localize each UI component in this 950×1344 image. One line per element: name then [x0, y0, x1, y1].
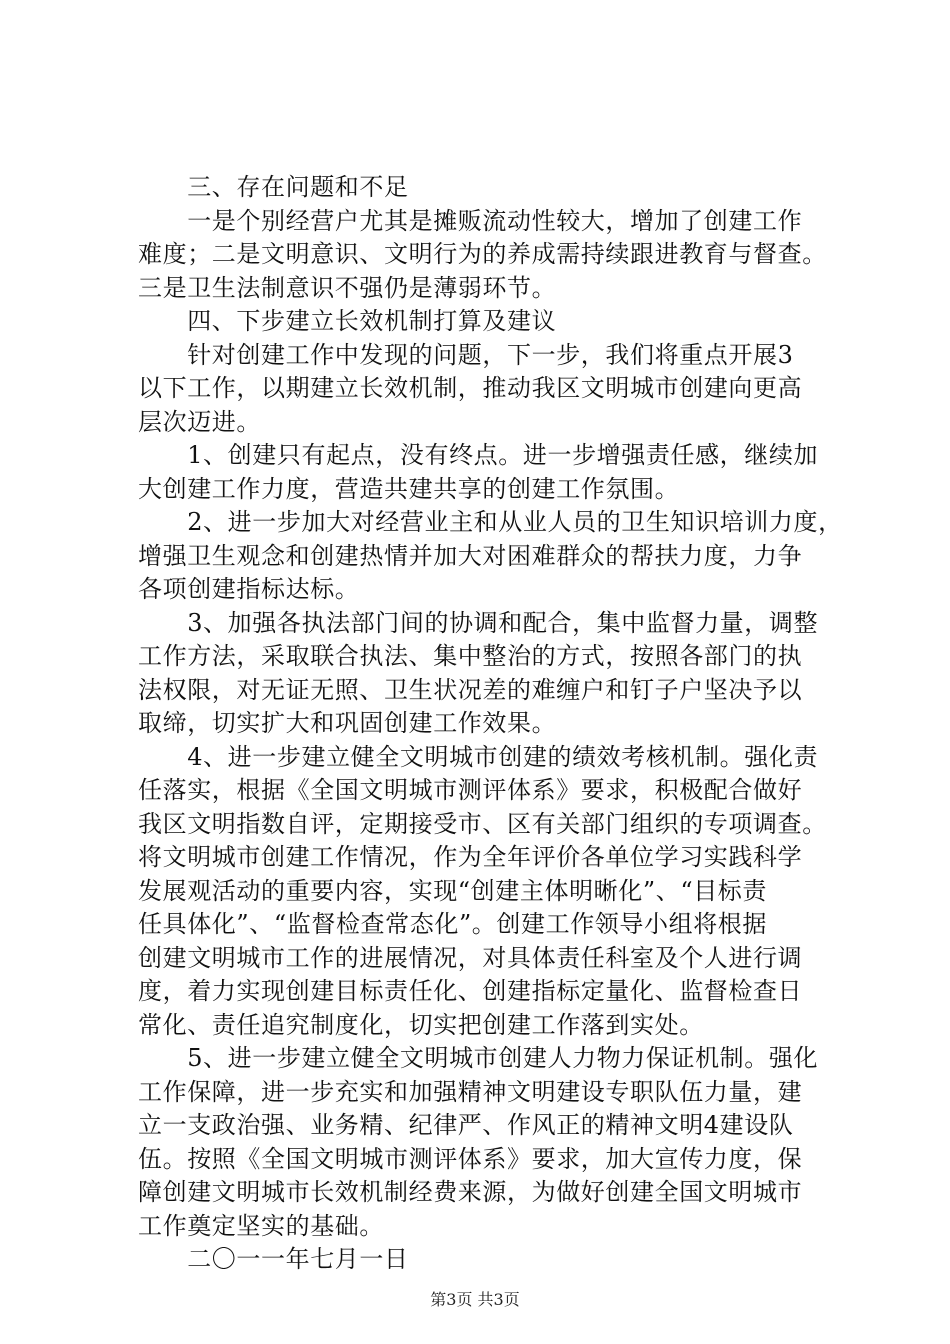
text-line: 一是个别经营户尤其是摊贩流动性较大，增加了创建工作 — [138, 206, 803, 235]
text-line: 层次迈进。 — [138, 407, 261, 436]
text-line: 工作方法，采取联合执法、集中整治的方式，按照各部门的执 — [138, 642, 803, 670]
text-line: 四、下步建立长效机制打算及建议 — [138, 307, 557, 335]
text-line: 三是卫生法制意识不强仍是薄弱环节。 — [138, 273, 557, 302]
text-line: 伍。按照《全国文明城市测评体系》要求，加大宣传力度，保 — [138, 1144, 803, 1173]
text-line: 任具体化”、“监督检查常态化”。创建工作领导小组将根据 — [138, 910, 768, 938]
text-line: 各项创建指标达标。 — [138, 575, 360, 603]
text-line: 任落实，根据《全国文明城市测评体系》要求，积极配合做好 — [138, 776, 803, 804]
text-line: 取缔，切实扩大和巩固创建工作效果。 — [138, 709, 557, 737]
text-line: 法权限，对无证无照、卫生状况差的难缠户和钉子户坚决予以 — [138, 675, 803, 704]
document-body — [138, 171, 852, 1277]
text-line: 发展观活动的重要内容，实现“创建主体明晰化”、“目标责 — [138, 876, 768, 905]
text-line: 常化、责任追究制度化，切实把创建工作落到实处。 — [138, 1010, 704, 1039]
text-line: 三、存在问题和不足 — [138, 173, 409, 201]
text-line: 2、进一步加大对经营业主和从业人员的卫生知识培训力度， — [138, 508, 843, 536]
text-line: 度，着力实现创建目标责任化、创建指标定量化、监督检查日 — [138, 977, 803, 1005]
text-line: 1、创建只有起点，没有终点。进一步增强责任感，继续加 — [138, 441, 819, 469]
text-line: 我区文明指数自评，定期接受市、区有关部门组织的专项调查。 — [138, 809, 827, 838]
text-line: 工作保障，进一步充实和加强精神文明建设专职队伍力量，建 — [138, 1077, 803, 1106]
text-line: 障创建文明城市长效机制经费来源，为做好创建全国文明城市 — [138, 1178, 803, 1206]
text-line: 工作奠定坚实的基础。 — [138, 1211, 384, 1240]
text-line: 针对创建工作中发现的问题，下一步，我们将重点开展3 — [138, 340, 794, 369]
page-number-footer: 第3页 共3页 — [430, 1290, 520, 1309]
text-line: 将文明城市创建工作情况，作为全年评价各单位学习实践科学 — [138, 843, 803, 871]
text-line: 增强卫生观念和创建热情并加大对困难群众的帮扶力度，力争 — [138, 541, 803, 570]
text-line: 5、进一步建立健全文明城市创建人力物力保证机制。强化 — [138, 1044, 819, 1072]
date-line: 二〇一一年七月一日 — [138, 1245, 409, 1273]
text-line: 创建文明城市工作的进展情况，对具体责任科室及个人进行调 — [138, 943, 803, 972]
text-line: 难度；二是文明意识、文明行为的养成需持续跟进教育与督查。 — [138, 240, 827, 268]
text-line: 以下工作，以期建立长效机制，推动我区文明城市创建向更高 — [138, 374, 803, 402]
text-line: 立一支政治强、业务精、纪律严、作风正的精神文明4建设队 — [138, 1111, 794, 1139]
text-line: 大创建工作力度，营造共建共享的创建工作氛围。 — [138, 474, 680, 503]
text-line: 4、进一步建立健全文明城市创建的绩效考核机制。强化责 — [138, 742, 819, 771]
text-line: 3、加强各执法部门间的协调和配合，集中监督力量，调整 — [138, 608, 819, 637]
